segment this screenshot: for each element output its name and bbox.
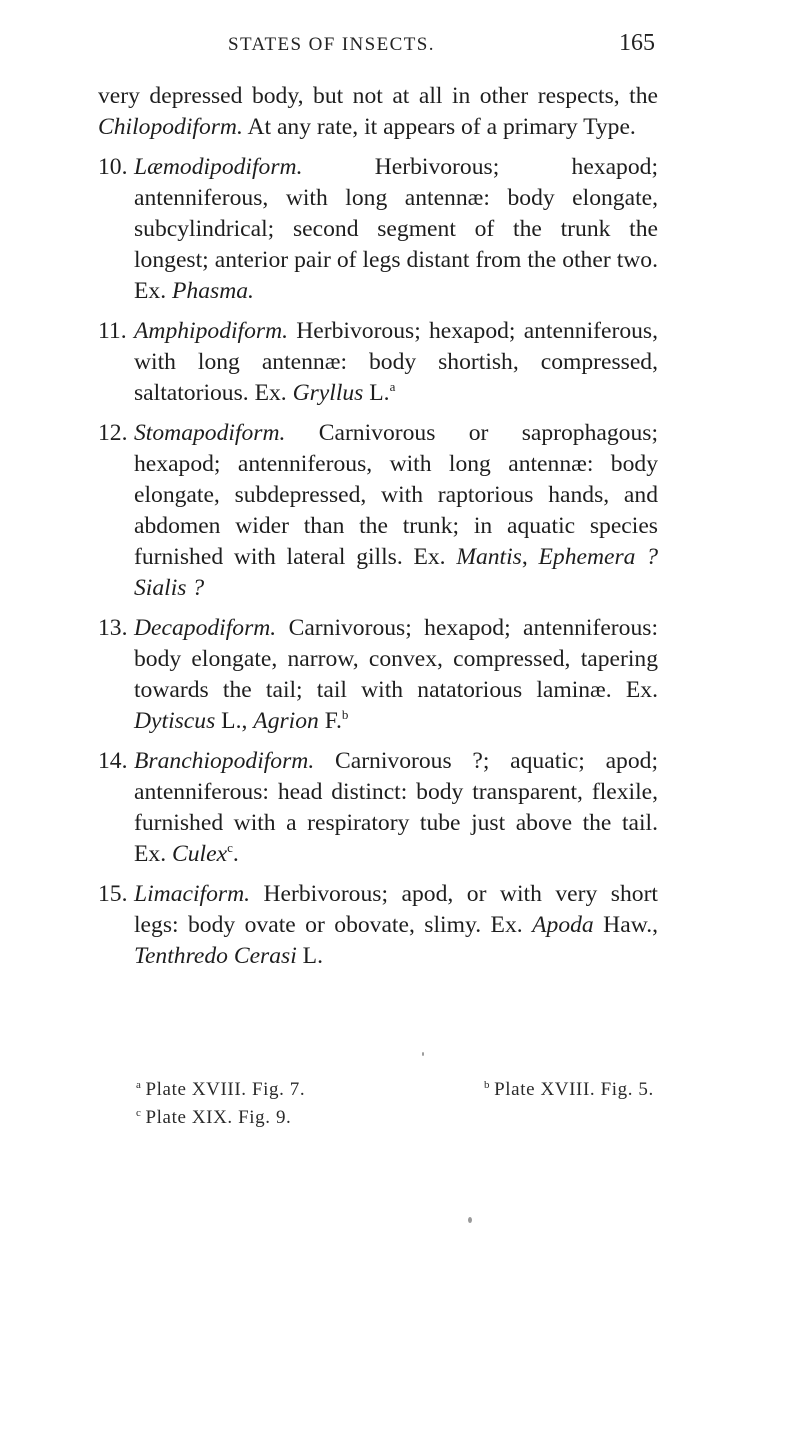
paragraph-text: very depressed body, but not at all in other respects, the (98, 83, 658, 109)
continued-paragraph (98, 81, 658, 143)
entry-number: 11. (98, 318, 127, 344)
entry-name: Læmodipodiform. (134, 154, 303, 180)
example-genus: Mantis (456, 544, 522, 570)
entry-11 (98, 316, 658, 409)
footnote-row (136, 1076, 696, 1104)
entry-name: Amphipodiform. (134, 318, 289, 344)
example-genus: Gryllus (292, 380, 364, 406)
footnote-mark: c (136, 1106, 142, 1119)
example-genus: Sialis ? (134, 575, 205, 601)
example-genus: Dytiscus (134, 708, 216, 734)
authority: L. (296, 943, 323, 969)
entry-description: Carnivorous or saprophagous; hexapod; antenniferous, with long antennæ: body elongate, subdepressed, with raptorious hands, and abdomen wider than the trunk; in aquatic species furnished with lateral gills. Ex. (134, 420, 658, 570)
entry-number: 14. (98, 748, 128, 774)
entry-description: Carnivorous ?; aquatic; apod; antenniferous: head distinct: body transparent, flexile, furnished with a respiratory tube just above the tail. Ex. (134, 748, 658, 867)
entry-description: Herbivorous; hexapod; antenniferous, with long antennæ: body shortish, compressed, saltatorious. Ex. (134, 318, 658, 406)
separator: , (521, 544, 539, 570)
taxon-name: Chilopodiform. (98, 114, 243, 140)
paragraph-text: At any rate, it appears of a primary Type. (242, 114, 636, 140)
entry-number: 15. (98, 881, 128, 907)
example-genus: Agrion (253, 708, 319, 734)
footnote-b (484, 1076, 654, 1104)
example-genus: Phasma. (172, 278, 254, 304)
footnote-text: Plate XIX. Fig. 9. (145, 1107, 292, 1128)
page-number: 165 (619, 30, 655, 56)
entry-name: Stomapodiform. (134, 420, 286, 446)
entry-description: Herbivorous; hexapod; antenniferous, with long antennæ: body elongate, subcylindrical; second segment of the trunk the longest; anterior pair of legs distant from the other two. Ex. (134, 154, 658, 304)
entry-12 (98, 418, 658, 604)
footnote-row (136, 1104, 696, 1132)
paper-speck (422, 1052, 424, 1056)
example-species: Tenthredo Cerasi (134, 943, 297, 969)
example-genus: Culex (172, 841, 228, 867)
footnote-mark: b (484, 1078, 491, 1091)
running-head-title: STATES OF INSECTS. (228, 34, 435, 55)
running-head (0, 30, 800, 66)
footnote-text: Plate XVIII. Fig. 7. (145, 1079, 306, 1100)
entry-description: Herbivorous; apod, or with very short legs: body ovate or obovate, slimy. Ex. (134, 881, 658, 938)
footnote-ref-a[interactable]: a (389, 379, 396, 395)
entry-name: Decapodiform. (134, 615, 277, 641)
entry-name: Limaciform. (134, 881, 251, 907)
authority: L. (363, 380, 390, 406)
entry-number: 13. (98, 615, 128, 641)
footnote-text: Plate XVIII. Fig. 5. (494, 1079, 654, 1100)
punctuation: . (232, 841, 239, 867)
entry-13 (98, 613, 658, 737)
entry-name: Branchiopodiform. (134, 748, 315, 774)
entry-number: 10. (98, 154, 128, 180)
footnotes (136, 1076, 696, 1132)
example-genus: Apoda (532, 912, 594, 938)
entry-10 (98, 152, 658, 307)
body-text (98, 81, 658, 972)
entry-description: Carnivorous; hexapod; antenniferous: body elongate, narrow, convex, compressed, tapering towards the tail; tail with natatorious laminæ. Ex. (134, 615, 658, 703)
footnote-c (136, 1104, 291, 1132)
footnote-a (136, 1076, 305, 1104)
authority: Haw., (593, 912, 658, 938)
authority: F. (318, 708, 342, 734)
example-genus: Ephemera ? (538, 544, 658, 570)
separator: L., (215, 708, 254, 734)
entry-14 (98, 746, 658, 870)
entry-15 (98, 879, 658, 972)
paper-speck (468, 1217, 472, 1223)
footnote-ref-c[interactable]: c (227, 840, 233, 856)
entry-number: 12. (98, 420, 128, 446)
footnote-ref-b[interactable]: b (341, 707, 349, 723)
footnote-mark: a (136, 1078, 142, 1091)
